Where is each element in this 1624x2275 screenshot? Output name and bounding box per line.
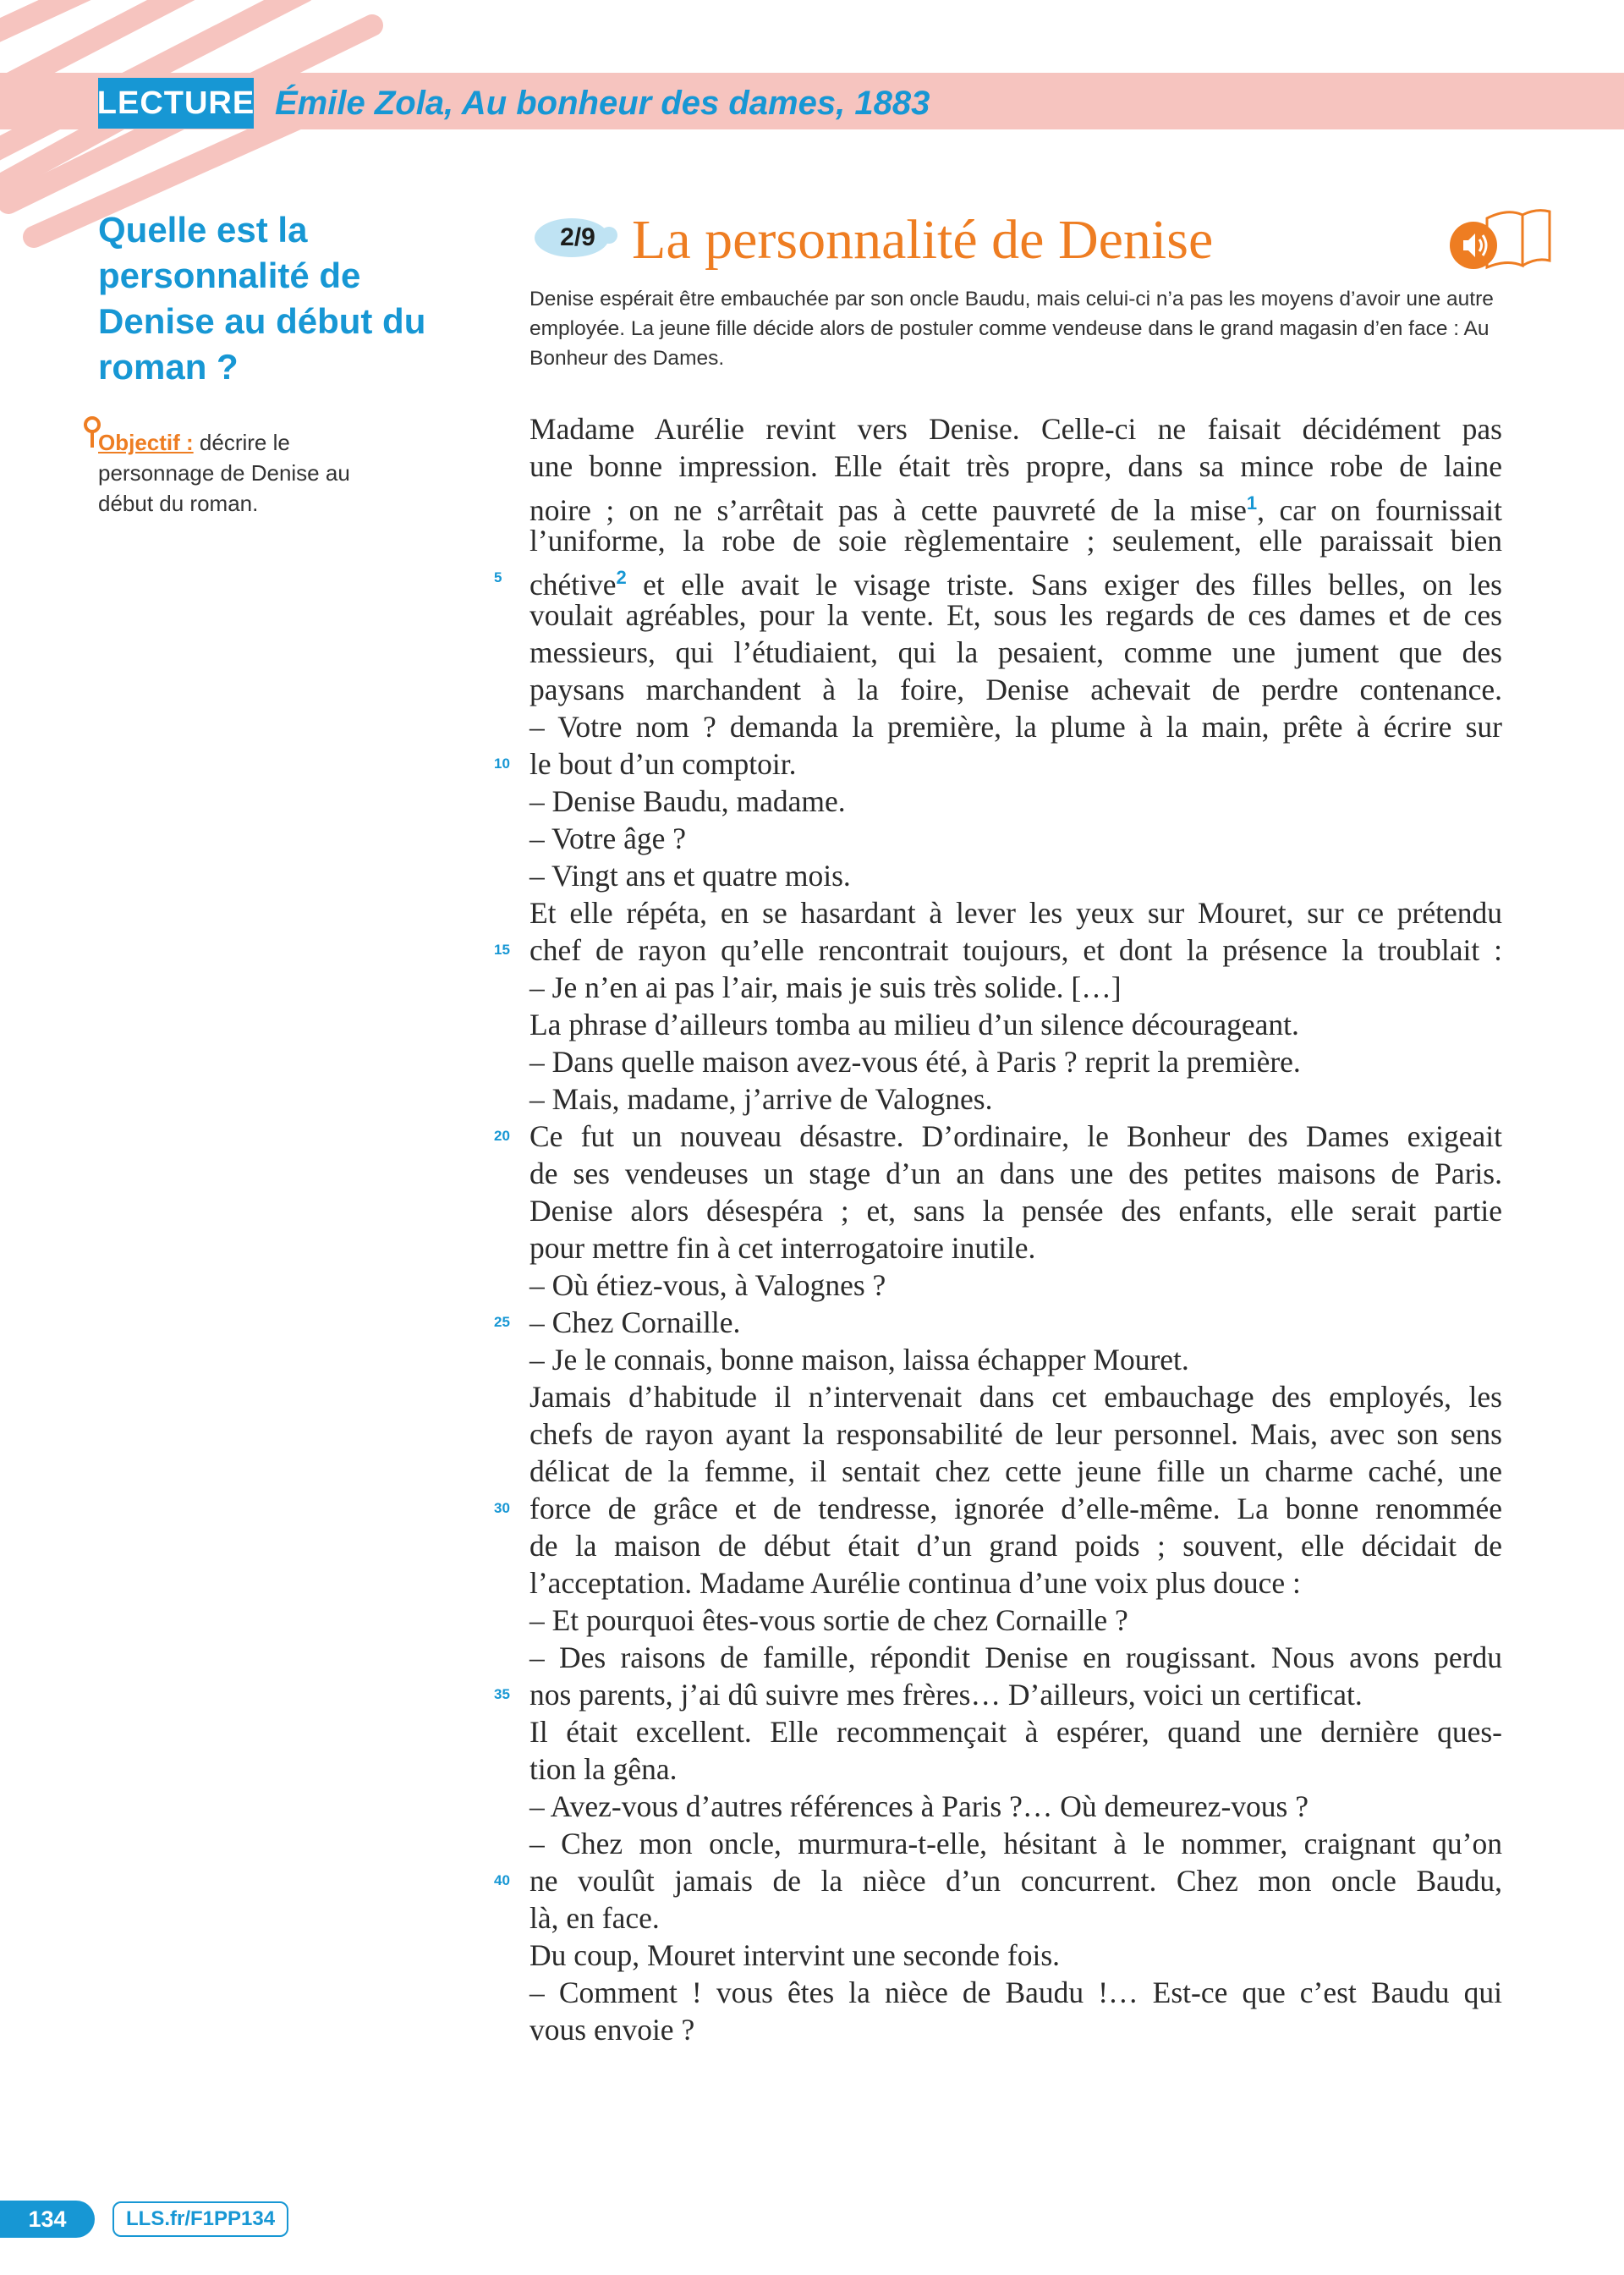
text-line: 30 force de grâce et de tendresse, ignorée d’elle-même. La bonne renommée — [494, 1492, 1502, 1525]
text-line: 40 ne voulût jamais de la nièce d’un concurrent. Chez mon oncle Baudu, — [494, 1864, 1502, 1898]
text-line: Jamais d’habitude il n’intervenait dans cet embauchage des employés, les — [529, 1380, 1502, 1414]
pin-icon — [81, 415, 103, 449]
text-line: vous envoie ? — [529, 2013, 695, 2047]
text-line: Et elle répéta, en se hasardant à lever les yeux sur Mouret, sur ce prétendu — [529, 896, 1502, 930]
page-number: 134 — [0, 2201, 95, 2238]
section-title: La personnalité de Denise — [632, 209, 1214, 271]
text-line: paysans marchandent à la foire, Denise achevait de perdre contenance. — [529, 673, 1502, 706]
text-line: 35 nos parents, j’ai dû suivre mes frères… D’ailleurs, voici un certificat. — [494, 1678, 1363, 1712]
text-line: 5 chétive$^2$ et elle avait le visage triste. Sans exiger des filles belles, on les — [529, 559, 1502, 596]
objective-text: décrire le personnage de Denise au début du roman. — [98, 430, 350, 516]
objective-label: Objectif : — [98, 430, 194, 455]
text-line: 20 Ce fut un nouveau désastre. D’ordinaire, le Bonheur des Dames exigeait — [494, 1119, 1502, 1153]
text-line: l’uniforme, la robe de soie règlementaire ; seulement, elle paraissait bien — [529, 524, 1502, 558]
text-line: – Mais, madame, j’arrive de Valognes. — [529, 1082, 993, 1116]
footnote-marker[interactable]: 1 — [1246, 492, 1258, 514]
text-line: – Comment ! vous êtes la nièce de Baudu !… Est-ce que c’est Baudu qui — [529, 1976, 1502, 2009]
text-line: 10 le bout d’un comptoir. — [494, 747, 797, 781]
text-line: Il était excellent. Elle recommençait à espérer, quand une dernière ques- — [529, 1715, 1502, 1749]
text-line: une bonne impression. Elle était très propre, dans sa mince robe de laine — [529, 449, 1502, 483]
text-line: – Vingt ans et quatre mois. — [529, 859, 851, 893]
guiding-question: Quelle est la personnalité de Denise au début du roman ? — [98, 210, 426, 387]
text-line: – Denise Baudu, madame. — [529, 784, 846, 818]
objective-block — [98, 427, 352, 519]
text-line: voulait agréables, pour la vente. Et, sous les regards de ces dames et de ces — [529, 598, 1502, 632]
line-number: 40 — [494, 1872, 510, 1888]
text-line: La phrase d’ailleurs tomba au milieu d’un silence décourageant. — [529, 1008, 1299, 1041]
text-line: – Votre âge ? — [529, 822, 687, 855]
line-number: 10 — [494, 756, 510, 772]
line-number: 20 — [494, 1128, 510, 1144]
line-number: 15 — [494, 942, 510, 958]
resource-link[interactable]: LLS.fr/F1PP134 — [112, 2201, 288, 2237]
text-line: l’acceptation. Madame Aurélie continua d’une voix plus douce : — [529, 1566, 1301, 1600]
text-line: chefs de rayon ayant la responsabilité de leur personnel. Mais, avec son sens — [529, 1417, 1502, 1451]
line-number: 30 — [494, 1500, 510, 1516]
text-line: messieurs, qui l’étudiaient, qui la pesaient, comme une jument que des — [529, 635, 1502, 669]
text-line: noire ; on ne s’arrêtait pas à cette pauvreté de la mise$^1$, car on fournissait — [529, 492, 1502, 527]
text-line: de la maison de début était d’un grand poids ; souvent, elle décidait de — [529, 1529, 1502, 1563]
text-line: tion la gêna. — [529, 1752, 678, 1786]
text-line: – Et pourquoi êtes-vous sortie de chez Cornaille ? — [529, 1603, 1128, 1637]
text-line: – Dans quelle maison avez-vous été, à Paris ? reprit la première. — [529, 1045, 1301, 1079]
text-line: délicat de la femme, il sentait chez cette jeune fille un charme caché, une — [529, 1454, 1502, 1488]
line-number: 5 — [494, 569, 502, 585]
progress-badge: 2/9 — [560, 223, 595, 251]
reading-title: Émile Zola, Au bonheur des dames, 1883 — [275, 85, 930, 122]
text-line: – Votre nom ? demanda la première, la plume à la main, prête à écrire sur — [529, 710, 1502, 744]
lecture-tag: LECTURE — [98, 78, 254, 129]
audio-book-icon[interactable] — [1448, 200, 1551, 276]
intro-paragraph: Denise espérait être embauchée par son oncle Baudu, mais celui-ci n’a pas les moyens d’avoir une autre employée. La jeune fille décide alors de postuler comme vendeuse dans le grand magasin d’en face : Au Bonheur des Dames. — [529, 288, 1494, 370]
text-line: – Je n’en ai pas l’air, mais je suis très solide. […] — [529, 970, 1122, 1004]
footnote-marker[interactable]: 2 — [616, 567, 627, 588]
text-line: – Avez-vous d’autres références à Paris ?… Où demeurez-vous ? — [529, 1789, 1309, 1823]
text-line: Denise alors désespéra ; et, sans la pensée des enfants, elle serait partie — [529, 1194, 1502, 1228]
text-line: 25 – Chez Cornaille. — [494, 1305, 741, 1339]
line-number: 25 — [494, 1314, 510, 1330]
text-line: Du coup, Mouret intervint une seconde fois. — [529, 1938, 1061, 1972]
text-line: – Chez mon oncle, murmura-t-elle, hésitant à le nommer, craignant qu’on — [529, 1827, 1502, 1860]
text-line: 15 chef de rayon qu’elle rencontrait toujours, et dont la présence la troublait : — [494, 933, 1502, 967]
line-number: 35 — [494, 1686, 510, 1702]
text-line: de ses vendeuses un stage d’un an dans une des petites maisons de Paris. — [529, 1157, 1502, 1190]
text-line: pour mettre fin à cet interrogatoire inutile. — [529, 1231, 1036, 1265]
text-line: – Où étiez-vous, à Valognes ? — [529, 1268, 886, 1302]
text-line: – Des raisons de famille, répondit Denise en rougissant. Nous avons perdu — [529, 1640, 1502, 1674]
text-line: là, en face. — [529, 1901, 660, 1935]
text-line: Madame Aurélie revint vers Denise. Celle-ci ne faisait décidément pas — [529, 412, 1502, 446]
text-line: – Je le connais, bonne maison, laissa échapper Mouret. — [529, 1343, 1189, 1377]
excerpt-text — [494, 410, 1502, 2048]
